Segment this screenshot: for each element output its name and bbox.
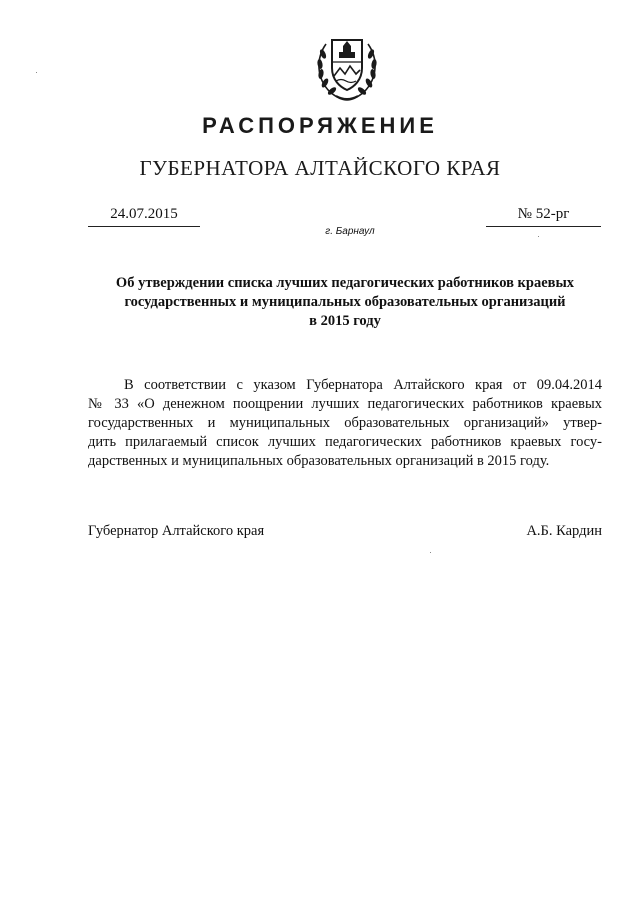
document-number: № 52-рг — [486, 206, 601, 227]
coat-of-arms-icon — [312, 32, 382, 104]
body-line: государственных и муниципальных образовательных организаций» утвер- — [88, 415, 602, 431]
signatory-name: А.Б. Кардин — [526, 523, 602, 539]
subject-line: Об утверждении списка лучших педагогических работников краевых — [115, 275, 575, 291]
document-body — [88, 376, 602, 471]
document-city: г. Барнаул — [325, 226, 375, 237]
body-line: В соответствии с указом Губернатора Алтайского края от 09.04.2014 — [124, 377, 602, 393]
body-line: дить прилагаемый список лучших педагогических работников краевых госу- — [88, 434, 602, 450]
issuer-title: ГУБЕРНАТОРА АЛТАЙСКОГО КРАЯ — [139, 156, 501, 180]
document-date: 24.07.2015 — [88, 206, 200, 227]
scan-speck — [538, 236, 539, 237]
signatory-position: Губернатор Алтайского края — [88, 523, 265, 539]
scan-speck — [430, 552, 431, 553]
document-subject — [88, 274, 602, 331]
subject-line: в 2015 году — [309, 313, 381, 329]
body-line: дарственных и муниципальных образовательных организаций в 2015 году. — [88, 453, 550, 469]
signature-block — [88, 523, 602, 540]
body-line: № 33 «О денежном поощрении лучших педагогических работников краевых — [88, 396, 602, 412]
subject-line: государственных и муниципальных образовательных организаций — [124, 294, 566, 310]
document-type-title: РАСПОРЯЖЕНИЕ — [202, 113, 438, 138]
scan-speck — [36, 72, 37, 73]
